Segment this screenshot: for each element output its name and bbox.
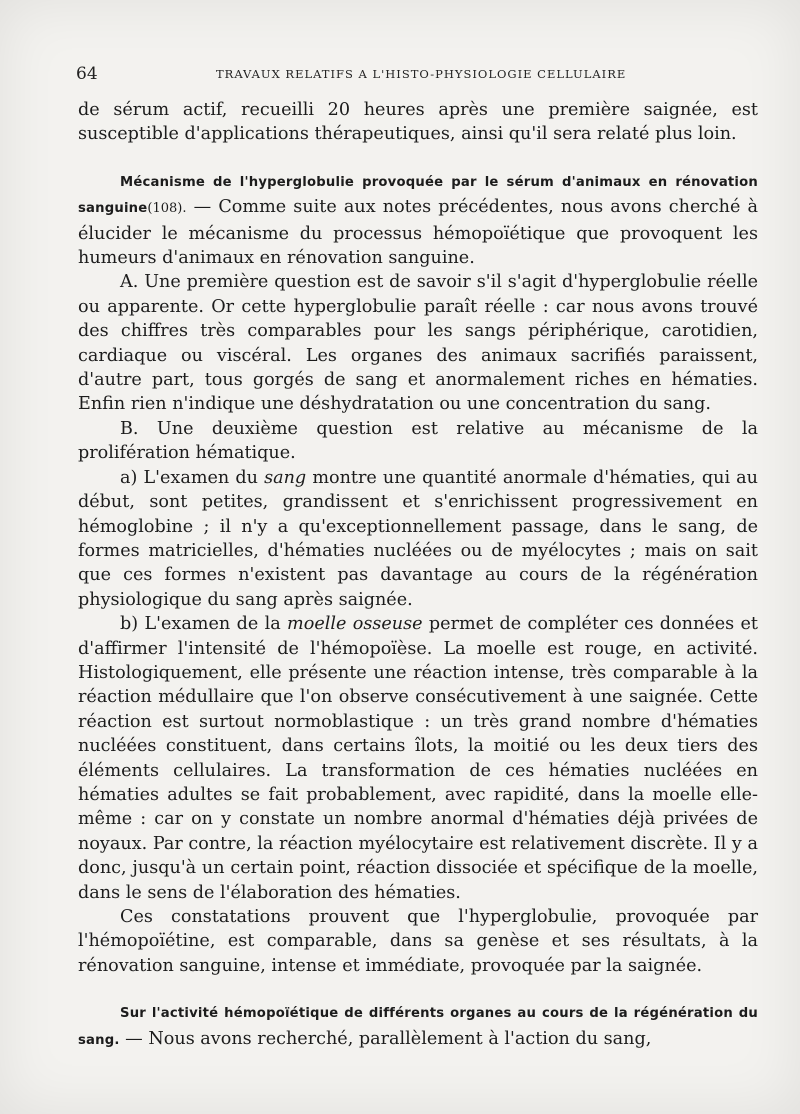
paragraph-text: permet de compléter ces données et d'affirmer l'intensité de l'hémopoïèse. La moelle est rouge, en activité. Histologiquement, elle présente une réaction intense, très comparable à la réaction médullaire que l'on observe consécutivement à une saignée. Cette réaction est surtout normoblastique : un très grand nombre d'hématies nucléées constituent, dans certains îlots, la moitié ou les deux tiers des éléments cellulaires. La transformation de ces hématies nucléées en hématies adultes se fait probablement, avec rapidité, dans la moelle elle-même : car on y constate un nombre anormal d'hématies déjà privées de noyaux. Par contre, la réaction myélocytaire est relativement discrète. Il y a donc, jusqu'à un certain point, réaction dissociée et spécifique de la moelle, dans le sens de l'élaboration des hématies.	[78, 614, 759, 903]
paragraph-examen-moelle	[78, 612, 758, 905]
paragraph-hyperglobulie	[78, 169, 758, 271]
page-number: 64	[76, 64, 98, 84]
emphasis-moelle-osseuse: moelle osseuse	[287, 614, 423, 635]
paragraph-text: — Nous avons recherché, parallèlement à l'action du sang,	[119, 1028, 652, 1049]
paragraph-question-b: B. Une deuxième question est relative au mécanisme de la prolifération hématique.	[78, 418, 758, 464]
paragraph-question-a: A. Une première question est de savoir s'il s'agit d'hyperglobulie réelle ou apparente. Or cette hyperglobulie paraît réelle : car nous avons trouvé des chiffres très comparables pour les sangs périphérique, carotidien, cardiaque ou viscéral. Les organes des animaux sacrifiés paraissent, d'autre part, tous gorgés de sang et anormalement riches en hématies. Enfin rien n'indique une déshydratation ou une concentration du sang.	[78, 272, 758, 415]
paragraph-constatations: Ces constatations prouvent que l'hyperglobulie, provoquée par l'hémopoïétine, est comparable, dans sa genèse et ses résultats, à la rénovation sanguine, intense et immédiate, provoquée par la saignée.	[78, 907, 758, 976]
paragraph-continuation: de sérum actif, recueilli 20 heures après une première saignée, est susceptible d'applications thérapeutiques, ainsi qu'il sera relaté plus loin.	[78, 100, 758, 145]
section-title-mecanisme: Mécanisme de l'hyperglobulie provoquée par le sérum d'animaux en rénovation sanguine	[78, 174, 758, 217]
paragraph-lead: a) L'examen du	[120, 467, 265, 488]
emphasis-sang: sang	[264, 467, 307, 488]
paragraph-examen-sang	[78, 466, 758, 612]
page-header	[76, 64, 754, 88]
running-title: TRAVAUX RELATIFS A L'HISTO-PHYSIOLOGIE CELLULAIRE	[216, 67, 627, 81]
paragraph-text: montre une quantité anormale d'hématies, qui au début, sont petites, grandissent et s'enrichissent progressivement en hémoglobine ; il n'y a qu'exceptionnellement passage, dans le sang, de formes matricielles, d'hématies nucléées ou de myélocytes ; mais on sait que ces formes n'existent pas davantage au cours de la régénération physiologique du sang après saignée.	[78, 467, 759, 610]
reference-number: (108).	[147, 201, 187, 217]
paragraph-lead: b) L'examen de la	[120, 614, 288, 635]
paragraph-activite-hemopoietique	[78, 1000, 758, 1053]
paragraph-text: — Comme suite aux notes précédentes, nous avons cherché à élucider le mécanisme du processus hémopoïétique que provoquent les humeurs d'animaux en rénovation sanguine.	[78, 197, 758, 269]
section-title-activite: Sur l'activité hémopoïétique de différents organes au cours de la régénération du sang.	[78, 1006, 758, 1048]
page-body	[78, 98, 758, 1053]
